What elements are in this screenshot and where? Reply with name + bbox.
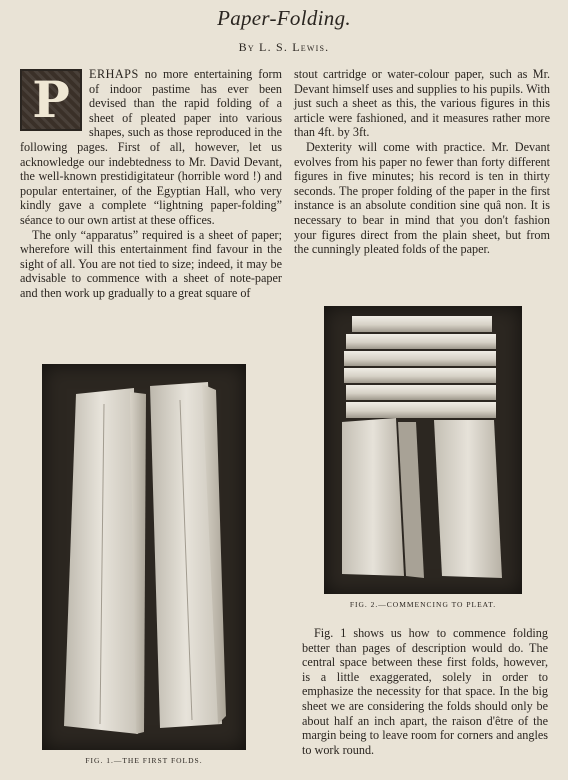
paragraph-apparatus: The only “apparatus” required is a sheet of paper; wherefore will this entertainment find favour in the sight of all. You are not tied to size; indeed, it may be advisable to commence with a sheet of note-paper and then work up gradually to a great square of <box>20 227 282 300</box>
text-column-right <box>294 67 550 257</box>
pleated-paper-illustration <box>324 306 522 594</box>
text-column-lower-right <box>302 626 548 757</box>
paragraph-dexterity: Dexterity will come with practice. Mr. Devant evolves from his paper no fewer than forty different figures in five minutes; his record is ten in thirty seconds. The proper folding of the paper in the first instance is an absolute condition sine quâ non. It is necessary to bear in mind that you don't fashion your figures direct from the plain sheet, but from the cunningly pleated folds of the paper. <box>294 139 550 257</box>
folded-paper-illustration <box>42 364 246 750</box>
figure-2-caption: FIG. 2.—COMMENCING TO PLEAT. <box>349 600 497 609</box>
article-byline: By L. S. Lewis. <box>238 40 330 54</box>
paragraph-paper-size: stout cartridge or water-colour paper, such as Mr. Devant himself uses and supplies to his pupils. With just such a sheet as this, the various figures in this article were fashioned, and it measures rather more than 4ft. by 3ft. <box>294 67 550 140</box>
paragraph-intro <box>20 67 282 228</box>
article-title: Paper-Folding. <box>217 6 351 30</box>
figure-1-caption: FIG. 1.—THE FIRST FOLDS. <box>85 756 203 765</box>
paragraph-fig1-explanation: Fig. 1 shows us how to commence folding better than pages of description would do. The central space between these first folds, however, is a little exaggerated, solely in order to emphasize the necessity for that space. In the big sheet we are considering the folds should only be about half an inch apart, the raison d'être of the margin being to leave room for corners and angles to work round. <box>302 626 548 757</box>
lead-caps: ERHAPS <box>89 67 139 81</box>
paragraph-intro-text: no more entertaining form of indoor pastime has ever been devised than the rapid folding of a sheet of pleated paper into various shapes, such as those reproduced in the following pages. First of all, however, let us acknowledge our indebtedness to Mr. David Devant, the well-known prestidigitateur (horrible word !) and popular entertainer, of the Egyptian Hall, who very kindly gave a complete “lightning paper-folding” séance to our own artist at these offices. <box>20 67 282 227</box>
figure-1-photo <box>42 364 246 750</box>
decorative-dropcap: P <box>20 69 82 131</box>
figure-2-photo <box>324 306 522 594</box>
text-column-left <box>20 67 282 301</box>
